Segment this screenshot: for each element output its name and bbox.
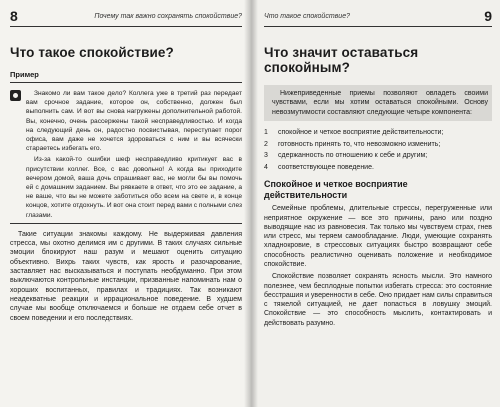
list-item [264,127,492,139]
list-item [264,162,492,174]
right-page-number: 9 [484,8,492,24]
intro-box-text: Нижеприведенные приемы позволяют овладеть своими чувствами, если мы хотим оставаться спокойными. Основу невозмутимости составляют следующие четыре компонента: [272,90,488,116]
example-label: Пример [10,70,39,79]
left-page-number: 8 [10,8,18,24]
example-block [10,89,242,220]
example-bottom-rule [10,223,242,224]
example-marker-icon [10,90,21,101]
left-running-title: Почему так важно сохранять спокойствие? [94,12,242,20]
intro-box [264,85,492,121]
left-running-header [10,6,242,27]
example-paragraph-1: Знакомо ли вам такое дело? Коллега уже в третий раз передает вам срочное задание, которое он, собственно, должен был выполнить сам. И вот вы снова нагружены дополнительной работой. Вы, конечно, очень рассержены такой несправедливостью. И когда на следующий день он, радостно посвистывая, переступает порог офиса, вам даже не хочется здороваться с ним и вы всячески стараетесь избегать его. [26,90,242,153]
list-item-text: соответствующее поведение. [278,163,374,171]
list-item [264,150,492,162]
example-top-rule [10,82,242,83]
list-item-number: 3 [264,152,268,160]
list-item-number: 4 [264,163,268,171]
right-paragraph-1: Семейные проблемы, длительные стрессы, перегруженные или неприятное окружение — все это причины, рано или поздно выводящие нас из равновесия. Так только мы чувствуем страх, гнев или стресс, мы теряем самообладание. Люди, умеющие сохранять хладнокровие, в стрессовых ситуациях быстро возвращают себе способность реалистично оценивать положение и необходимое спокойствие. [264,205,492,268]
right-running-title: Что такое спокойствие? [264,12,350,20]
list-item-text: готовность принять то, что невозможно изменить; [278,140,441,148]
right-page [250,0,500,407]
components-list [264,127,492,173]
right-running-header [264,6,492,27]
list-item [264,139,492,151]
example-paragraph-2: Из-за какой-то ошибки шеф несправедливо критикует вас в присутствии коллег. Все, с вас довольно! А когда вы приходите вечером домой, ваша дочь спрашивает вас, не могли бы вы помочь ей с домашним заданием. Вы рявкаете в ответ, что это ее задание, а не ваше, что вы не можете заботиться обо всем на свете и, в конце концов, хотите отдохнуть. И вот она стоит перед вами с полными слез глазами. [26,156,242,219]
list-item-text: сдержанность по отношению к себе и другим; [278,152,428,160]
list-item-text: спокойное и четкое восприятие действительности; [278,129,444,137]
list-item-number: 1 [264,129,268,137]
right-paragraph-2: Спокойствие позволяет сохранять ясность мысли. Это намного полезнее, чем бесплодные попытки избегать стресса: это состояние бесстрашия и уверенности в себе. Оно придает нам силы справиться с тяжелой ситуацией, не дает попасться в ловушку эмоций. Спокойствие — это способность мыслить, контактировать и действовать разумно. [264,273,492,327]
right-subheading: Спокойное и четкое восприятие действительности [264,179,408,200]
left-body-paragraph: Такие ситуации знакомы каждому. Не выдерживая давления стресса, мы охотно делимся им с другими. В таких случаях сильные эмоции блокируют наш разум и мешают оценить ситуацию объективно. Вихрь таких чувств, как ярость и разочарование, заставляет нас высказываться и поступать необдуманно. При этом выключаются контрольные инстанции, призванные напоминать нам о хороших воспитанных, правилах и традициях. Так возникают неадекватные реакции и иррациональное поведение. В худшем случае мы вообще отключаемся и больше не отдаем себе отчет в своем поведении и его последствиях. [10,230,242,322]
right-heading: Что значит оставаться спокойным? [264,45,419,75]
left-heading: Что такое спокойствие? [10,45,174,60]
list-item-number: 2 [264,140,268,148]
